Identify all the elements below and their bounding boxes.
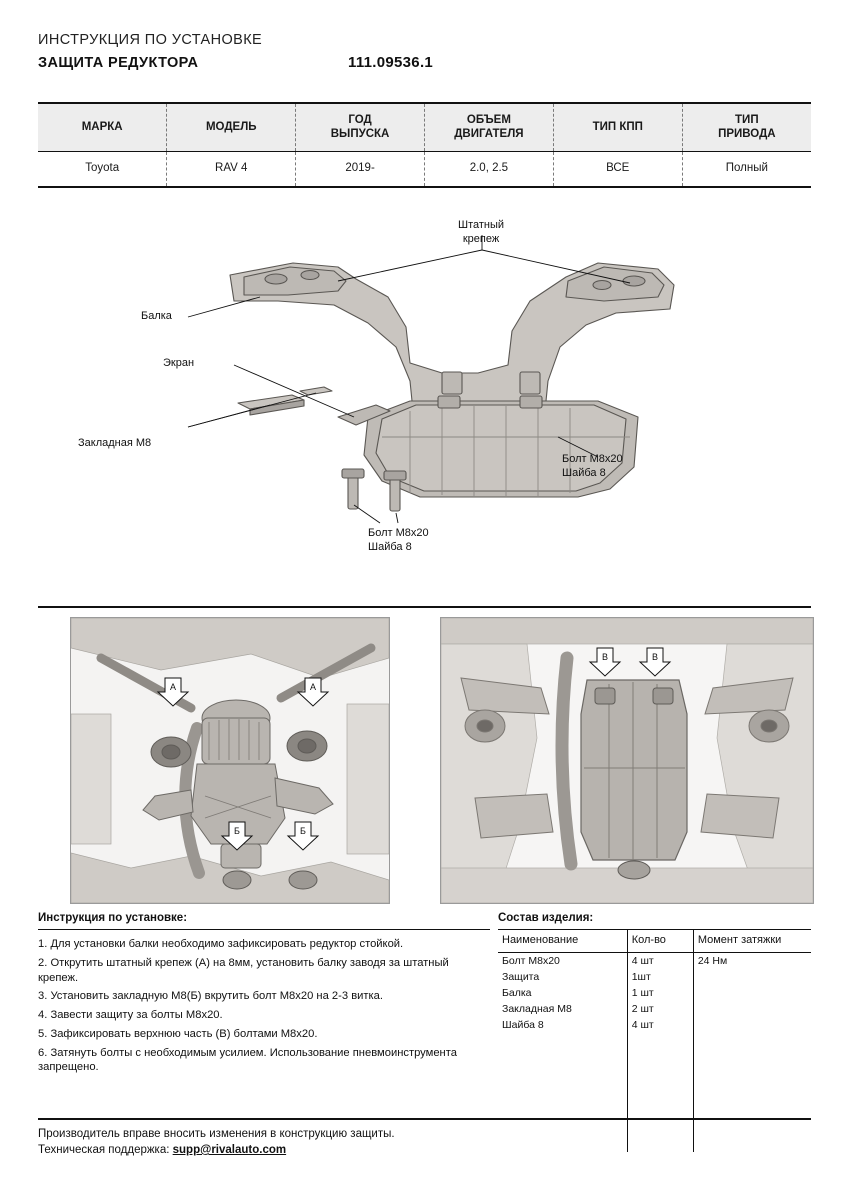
document-header — [38, 32, 811, 71]
spec-header-row — [38, 104, 811, 151]
composition-header-row — [498, 930, 811, 953]
header-subtitle-row — [38, 54, 811, 71]
instruction-item: 2. Открутить штатный крепеж (А) на 8мм, установить балку заводя за штатный крепеж. — [38, 956, 449, 984]
footer-disclaimer: Производитель вправе вносить изменения в конструкцию защиты. — [38, 1128, 395, 1140]
spec-value-brand: Toyota — [38, 151, 167, 186]
svg-text:В: В — [651, 652, 659, 662]
label-bolt-right: Болт М8х20 Шайба 8 — [562, 453, 623, 479]
footer-support — [38, 1144, 811, 1156]
table-row-empty — [498, 1084, 811, 1101]
label-insert-m8: Закладная М8 — [78, 437, 152, 449]
instructions-title: Инструкция по установке: — [38, 912, 188, 924]
spec-value-drive: Полный — [725, 161, 768, 174]
composition-title: Состав изделия: — [498, 912, 594, 924]
label-bolt-bottom: Болт М8х20 Шайба 8 — [368, 527, 429, 553]
composition-qty: 2 шт — [627, 1001, 693, 1017]
table-row — [498, 1017, 811, 1033]
spec-col-brand: МАРКА — [38, 104, 167, 151]
instructions-divider — [38, 929, 490, 930]
document-footer — [38, 1128, 811, 1160]
vehicle-spec-table — [38, 102, 811, 188]
spec-value-row — [38, 151, 811, 186]
instruction-item: 4. Завести защиту за болты М8х20. — [38, 1009, 223, 1022]
svg-text:В: В — [601, 652, 609, 662]
spec-value-engine: 2.0, 2.5 — [424, 151, 553, 186]
svg-text:А: А — [309, 682, 317, 692]
composition-name: Болт М8х20 — [498, 953, 627, 970]
table-row-empty — [498, 1067, 811, 1084]
composition-torque — [693, 969, 811, 985]
composition-col-name: Наименование — [498, 930, 627, 953]
composition-qty: 1шт — [627, 969, 693, 985]
spec-value-year: 2019- — [296, 151, 425, 186]
composition-torque: 24 Нм — [697, 955, 728, 967]
svg-text:Б: Б — [234, 826, 240, 836]
spec-table-bottom-rule — [38, 186, 811, 188]
instruction-item: 6. Затянуть болты с необходимым усилием. Использование пневмоинструмента запрещено. — [38, 1046, 457, 1074]
exploded-assembly-diagram — [38, 205, 811, 595]
composition-name: Шайба 8 — [498, 1017, 627, 1033]
label-screen: Экран — [163, 357, 195, 369]
composition-qty: 4 шт — [627, 953, 693, 970]
product-composition — [498, 912, 811, 1152]
footer-rule — [38, 1118, 811, 1120]
label-beam: Балка — [141, 310, 172, 322]
spec-col-transmission: ТИП КПП — [553, 104, 682, 151]
installation-instructions — [38, 912, 490, 1079]
page-title: ИНСТРУКЦИЯ ПО УСТАНОВКЕ — [38, 32, 263, 48]
photo-underbody-right — [440, 617, 814, 904]
product-title: ЗАЩИТА РЕДУКТОРА — [38, 55, 199, 71]
table-row-empty — [498, 1101, 811, 1118]
table-row-empty — [498, 1033, 811, 1050]
composition-name: Балка — [498, 985, 627, 1001]
support-email-link[interactable]: supp@rivalauto.com — [172, 1144, 287, 1156]
instruction-item: 1. Для установки балки необходимо зафиксировать редуктор стойкой. — [38, 938, 404, 950]
composition-qty: 4 шт — [627, 1017, 693, 1033]
composition-torque — [693, 1001, 811, 1017]
product-code: 111.09536.1 — [348, 54, 434, 71]
table-row — [498, 969, 811, 985]
label-standard-fastener: Штатный крепеж — [458, 219, 505, 245]
spec-col-year: ГОД ВЫПУСКА — [296, 104, 425, 151]
composition-torque — [693, 985, 811, 1001]
composition-name: Закладная М8 — [498, 1001, 627, 1017]
table-row — [498, 953, 811, 970]
svg-text:Б: Б — [300, 826, 306, 836]
composition-col-torque: Момент затяжки — [693, 930, 811, 953]
composition-qty: 1 шт — [627, 985, 693, 1001]
table-row-empty — [498, 1050, 811, 1067]
photo-right-svg — [441, 618, 813, 903]
instruction-item: 5. Зафиксировать верхнюю часть (В) болтами М8х20. — [38, 1027, 318, 1040]
spec-value-model: RAV 4 — [167, 151, 296, 186]
footer-support-label: Техническая поддержка: — [38, 1144, 173, 1156]
composition-torque — [693, 1017, 811, 1033]
spec-col-drive: ТИП ПРИВОДА — [682, 104, 811, 151]
spec-col-model: МОДЕЛЬ — [167, 104, 296, 151]
photo-left-svg — [71, 618, 389, 903]
photos-top-rule — [38, 606, 811, 608]
table-row — [498, 1001, 811, 1017]
svg-text:А: А — [169, 682, 177, 692]
instruction-item: 3. Установить закладную М8(Б) вкрутить болт М8х20 на 2-3 витка. — [38, 990, 383, 1003]
table-row — [498, 985, 811, 1001]
composition-name: Защита — [498, 969, 627, 985]
spec-value-transmission: ВСЕ — [553, 151, 682, 186]
photo-underbody-left — [70, 617, 390, 904]
spec-col-engine: ОБЪЕМ ДВИГАТЕЛЯ — [424, 104, 553, 151]
composition-col-qty: Кол-во — [627, 930, 693, 953]
